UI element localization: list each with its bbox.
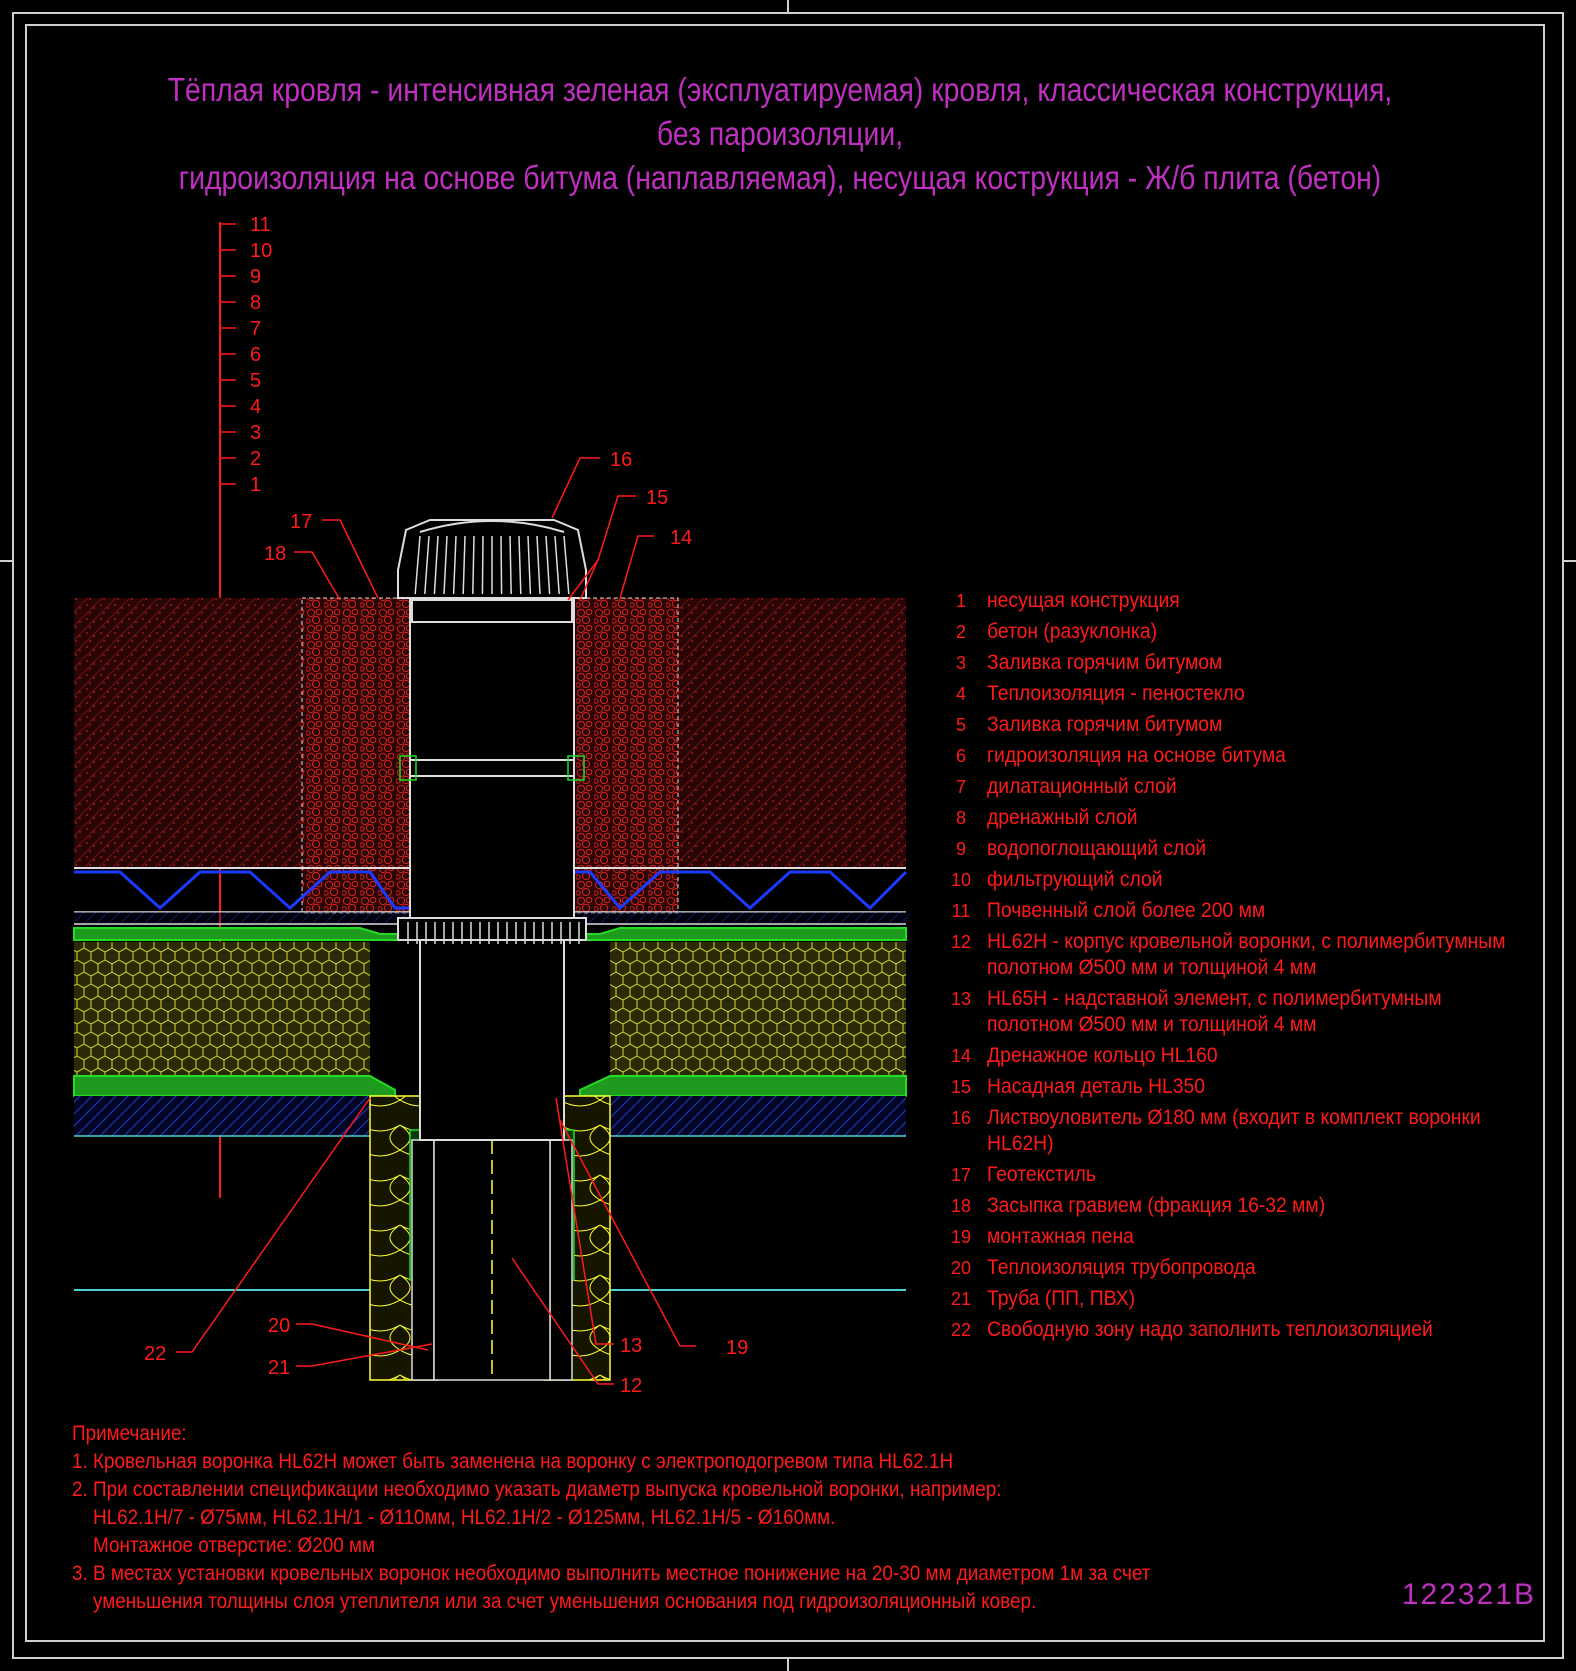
legend-item bbox=[935, 1222, 1555, 1253]
callout-14: 14 bbox=[670, 527, 693, 549]
legend-number: 2 bbox=[955, 622, 966, 642]
foam-glass-insulation-right bbox=[610, 942, 906, 1076]
legend-item bbox=[935, 1160, 1555, 1191]
legend-item bbox=[935, 896, 1555, 927]
legend-text: Труба (ПП, ПВХ) bbox=[987, 1287, 1136, 1310]
legend-item bbox=[935, 1191, 1555, 1222]
legend-text: HL62H - корпус кровельной воронки, с полимербитумным полотном Ø500 мм и толщиной 4 мм bbox=[987, 930, 1506, 979]
note-line: 3. В местах установки кровельных воронок необходимо выполнить местное понижение на 20-30 мм диаметром 1м за счет bbox=[72, 1562, 1151, 1585]
note-line: 2. При составлении спецификации необходимо указать диаметр выпуска кровельной воронки, например: bbox=[72, 1478, 1002, 1501]
foam-glass-insulation-left bbox=[74, 942, 370, 1076]
scale-label: 6 bbox=[250, 344, 262, 366]
legend-text: дренажный слой bbox=[987, 806, 1138, 829]
scale-label: 2 bbox=[250, 448, 262, 470]
legend-number: 19 bbox=[950, 1227, 972, 1247]
callout-16: 16 bbox=[610, 449, 633, 471]
legend-item bbox=[935, 803, 1555, 834]
legend-text: Заливка горячим битумом bbox=[987, 651, 1223, 674]
legend-text: Теплоизоляция - пеностекло bbox=[987, 682, 1245, 705]
note-line: уменьшения толщины слоя утеплителя или за счет уменьшения основания под гидроизоляционный ковер. bbox=[72, 1590, 1037, 1613]
legend-text: дилатационный слой bbox=[987, 775, 1177, 798]
scale-label: 9 bbox=[250, 266, 262, 288]
legend-item bbox=[935, 1315, 1555, 1346]
callout-22: 22 bbox=[144, 1343, 167, 1365]
legend-number: 12 bbox=[950, 932, 972, 952]
callout-21: 21 bbox=[268, 1357, 291, 1379]
legend-item bbox=[935, 834, 1555, 865]
waterproofing-right bbox=[572, 928, 906, 940]
note-line: HL62.1H/7 - Ø75мм, HL62.1H/1 - Ø110мм, HL62.1H/2 - Ø125мм, HL62.1H/5 - Ø160мм. bbox=[72, 1506, 836, 1529]
scale-label: 7 bbox=[250, 318, 262, 340]
legend-number: 18 bbox=[950, 1196, 972, 1216]
legend-item bbox=[935, 617, 1555, 648]
legend-item bbox=[935, 1253, 1555, 1284]
legend-number: 4 bbox=[955, 684, 966, 704]
callout-20: 20 bbox=[268, 1315, 291, 1337]
legend-text: фильтрующий слой bbox=[987, 868, 1163, 891]
waterproofing-left bbox=[74, 928, 410, 940]
scale-label: 5 bbox=[250, 370, 262, 392]
legend-text: Засыпка гравием (фракция 16-32 мм) bbox=[987, 1194, 1326, 1217]
legend-text: Насадная деталь HL350 bbox=[987, 1075, 1206, 1098]
title-line-2: гидроизоляция на основе битума (наплавляемая), несущая кострукция - Ж/б плита (бетон) bbox=[178, 159, 1382, 196]
legend-text: Геотекстиль bbox=[987, 1163, 1096, 1186]
scale-label: 4 bbox=[250, 396, 262, 418]
callout-18: 18 bbox=[264, 543, 287, 565]
bitumen-fill-right bbox=[580, 1076, 906, 1096]
legend-text: несущая конструкция bbox=[987, 589, 1180, 612]
callout-12: 12 bbox=[620, 1375, 643, 1397]
legend-item bbox=[935, 648, 1555, 679]
gravel-backfill-right bbox=[572, 598, 678, 913]
legend-number: 7 bbox=[955, 777, 966, 797]
legend-text: Заливка горячим битумом bbox=[987, 713, 1223, 736]
legend-number: 16 bbox=[950, 1108, 972, 1128]
drawing-code: 122321B bbox=[1401, 1578, 1536, 1611]
callout-13: 13 bbox=[620, 1335, 643, 1357]
legend-number: 5 bbox=[955, 715, 966, 735]
callout-15: 15 bbox=[646, 487, 669, 509]
legend-text: гидроизоляция на основе битума bbox=[987, 744, 1286, 767]
gravel-backfill-left bbox=[302, 598, 410, 913]
note-line: Монтажное отверстие: Ø200 мм bbox=[72, 1534, 375, 1557]
title-line-1: Тёплая кровля - интенсивная зеленая (эксплуатируемая) кровля, классическая конструкция, без пароизоляции, bbox=[167, 71, 1393, 152]
legend-text: Свободную зону надо заполнить теплоизоляцией bbox=[987, 1318, 1433, 1341]
legend bbox=[935, 586, 1555, 1346]
legend-text: водопоглощающий слой bbox=[987, 837, 1207, 860]
legend-item bbox=[935, 741, 1555, 772]
legend-number: 21 bbox=[950, 1289, 972, 1309]
legend-item bbox=[935, 586, 1555, 617]
legend-number: 3 bbox=[955, 653, 966, 673]
scale-label: 1 bbox=[250, 474, 262, 496]
concrete-slope-left bbox=[74, 1096, 370, 1136]
scale-label: 3 bbox=[250, 422, 262, 444]
legend-item bbox=[935, 679, 1555, 710]
legend-number: 10 bbox=[950, 870, 972, 890]
legend-item bbox=[935, 1284, 1555, 1315]
legend-number: 9 bbox=[955, 839, 966, 859]
soil-layer-left bbox=[74, 598, 302, 868]
layer-scale-ticks bbox=[220, 214, 272, 496]
legend-text: Теплоизоляция трубопровода bbox=[987, 1256, 1256, 1279]
scale-label: 10 bbox=[250, 240, 273, 262]
concrete-slope-right bbox=[610, 1096, 906, 1136]
legend-item bbox=[935, 984, 1555, 1041]
legend-text: бетон (разуклонка) bbox=[987, 620, 1158, 643]
legend-item bbox=[935, 927, 1555, 984]
notes-heading: Примечание: bbox=[72, 1422, 187, 1445]
callout-17: 17 bbox=[290, 511, 313, 533]
legend-number: 14 bbox=[950, 1046, 972, 1066]
scale-label: 11 bbox=[250, 214, 271, 236]
legend-item bbox=[935, 865, 1555, 896]
legend-number: 20 bbox=[950, 1258, 972, 1278]
legend-text: Листвоуловитель Ø180 мм (входит в комплект воронки HL62H) bbox=[987, 1106, 1481, 1155]
note-line: 1. Кровельная воронка HL62H может быть заменена на воронку с электроподогревом типа HL62.1H bbox=[72, 1450, 954, 1473]
legend-number: 8 bbox=[955, 808, 966, 828]
legend-number: 6 bbox=[955, 746, 966, 766]
legend-text: монтажная пена bbox=[987, 1225, 1134, 1248]
drain-body bbox=[420, 940, 564, 1140]
soil-layer-right bbox=[678, 598, 906, 868]
legend-number: 1 bbox=[955, 591, 966, 611]
legend-item bbox=[935, 772, 1555, 803]
legend-item bbox=[935, 1041, 1555, 1072]
legend-item bbox=[935, 1103, 1555, 1160]
callout-19: 19 bbox=[726, 1337, 749, 1359]
legend-item bbox=[935, 1072, 1555, 1103]
legend-text: Почвенный слой более 200 мм bbox=[987, 899, 1266, 922]
legend-number: 11 bbox=[951, 901, 971, 921]
legend-number: 15 bbox=[950, 1077, 972, 1097]
legend-number: 22 bbox=[950, 1320, 972, 1340]
legend-item bbox=[935, 710, 1555, 741]
legend-number: 13 bbox=[950, 989, 972, 1009]
bitumen-fill-left bbox=[74, 1076, 395, 1096]
notes bbox=[72, 1420, 1372, 1616]
legend-text: Дренажное кольцо HL160 bbox=[987, 1044, 1218, 1067]
legend-number: 17 bbox=[950, 1165, 972, 1185]
scale-label: 8 bbox=[250, 292, 262, 314]
legend-text: HL65H - надставной элемент, с полимербитумным полотном Ø500 мм и толщиной 4 мм bbox=[987, 987, 1442, 1036]
